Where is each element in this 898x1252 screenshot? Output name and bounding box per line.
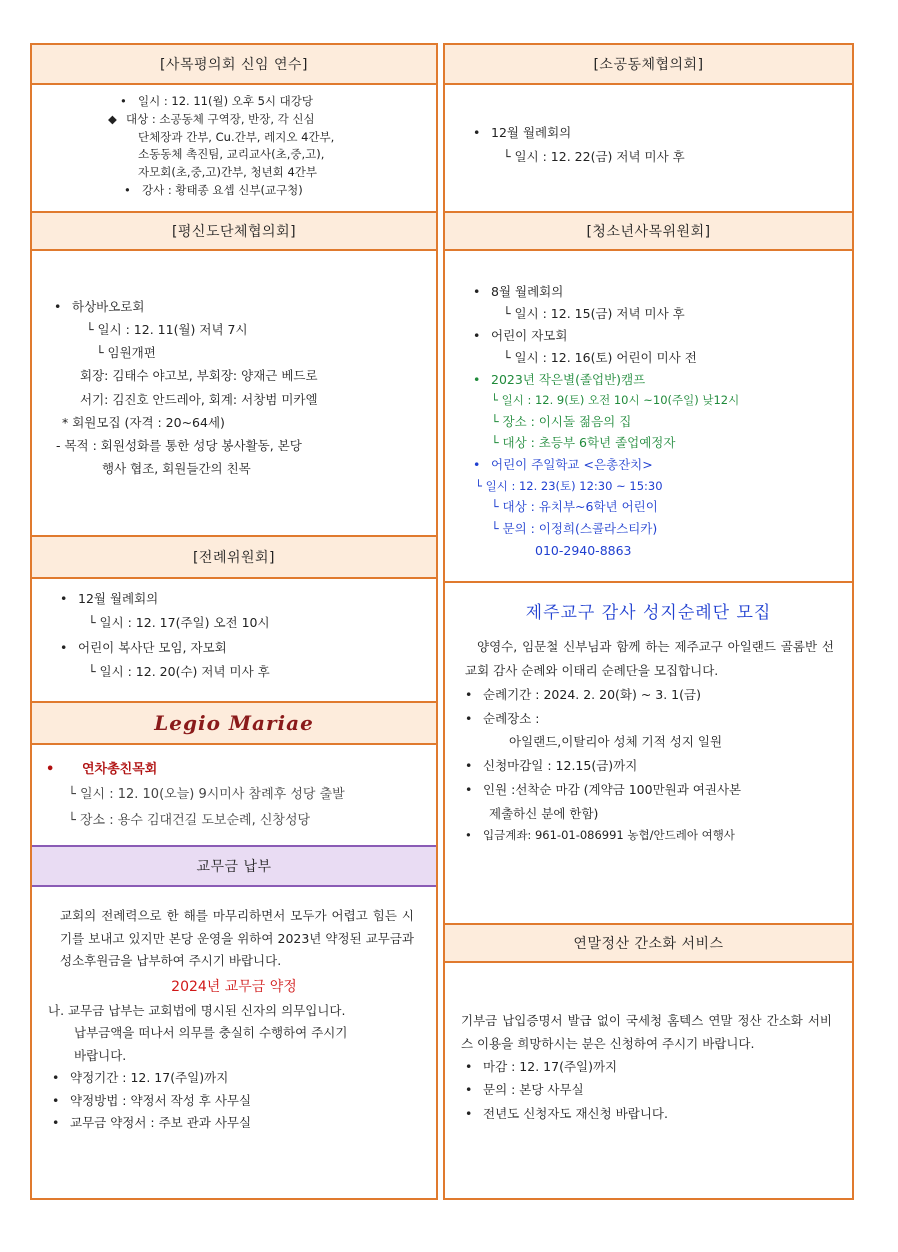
- bullet-icon: •: [473, 457, 481, 473]
- text-line: └ 일시 : 12. 11(월) 저녁 7시: [86, 322, 248, 338]
- bullet-icon: •: [60, 591, 68, 606]
- text-line: └ 장소 : 이시돌 젊음의 집: [491, 413, 632, 429]
- text-line: 입금계좌: 961-01-086991 농협/안드레아 여행사: [483, 828, 735, 843]
- text-line: 아일랜드,이탈리아 성체 기적 성지 일원: [509, 734, 723, 750]
- paragraph: 교회의 전례력으로 한 해를 마무리하면서 모두가 어렵고 힘든 시기를 보내고 있지만 본당 운영을 위하여 2023년 약정된 교무금과 성소후원금을 납부하여 주시기 바랍니다.: [60, 908, 414, 968]
- diamond-bullet-icon: ◆: [108, 111, 117, 126]
- text-line: 나. 교무금 납부는 교회법에 명시된 신자의 의무입니다.: [48, 1002, 346, 1018]
- subheading: 2024년 교무금 약정: [171, 978, 297, 995]
- text-line: 12월 월례회의: [78, 591, 159, 606]
- text-line: └ 문의 : 이정희(스콜라스티카): [491, 521, 658, 537]
- section-title-church-dues: 교무금 납부: [32, 845, 436, 887]
- text-line: 8월 월례회의: [491, 284, 564, 299]
- section-title-pastoral-council: [사목평의회 신임 연수]: [32, 45, 436, 85]
- text-line: 회장: 김태수 야고보, 부회장: 양재근 베드로: [80, 368, 318, 384]
- text-line: 단체장과 간부, Cu.간부, 레지오 4간부,: [138, 129, 335, 144]
- bullet-icon: •: [465, 1105, 473, 1121]
- text-line: 제출하신 분에 한함): [489, 805, 599, 821]
- text-line: * 회원모집 (자격 : 20~64세): [62, 414, 225, 430]
- bullet-icon: •: [120, 94, 127, 108]
- section-title-tax-service: 연말정산 간소화 서비스: [445, 923, 852, 963]
- section-title-legio-mariae: Legio Mariae: [32, 701, 436, 745]
- text-line: └ 대상 : 초등부 6학년 졸업예정자: [491, 435, 676, 451]
- text-line: 문의 : 본당 사무실: [483, 1082, 584, 1098]
- bullet-icon: •: [465, 686, 473, 702]
- text-line: 약정방법 : 약정서 작성 후 사무실: [70, 1092, 252, 1108]
- section-title-youth: [청소년사목위원회]: [445, 211, 852, 251]
- text-line: └ 일시 : 12. 20(수) 저녁 미사 후: [88, 664, 270, 680]
- text-line: 납부금액을 떠나서 의무를 충실히 수행하여 주시기: [74, 1025, 348, 1041]
- text-line: 전년도 신청자도 재신청 바랍니다.: [483, 1105, 668, 1121]
- text-line: └ 장소 : 용수 김대건길 도보순례, 신창성당: [68, 812, 311, 828]
- text-line: 신청마감일 : 12.15(금)까지: [483, 758, 638, 774]
- section-tax-service: [445, 963, 852, 1125]
- text-line: 소동동체 촉진팀, 교리교사(초,중,고),: [138, 147, 325, 162]
- text-line: └ 대상 : 유치부~6학년 어린이: [491, 499, 658, 515]
- text-line: 어린이 주일학교 <은총잔치>: [491, 457, 653, 473]
- text-line: 약정기간 : 12. 17(주일)까지: [70, 1070, 229, 1086]
- text-line: 2023년 작은별(졸업반)캠프: [491, 371, 646, 387]
- text-line: 어린이 복사단 모임, 자모회: [78, 639, 227, 655]
- section-title-liturgy: [전례위원회]: [32, 535, 436, 579]
- text-line: └ 일시 : 12. 17(주일) 오전 10시: [88, 615, 270, 631]
- bullet-icon: •: [52, 1115, 60, 1131]
- text-line: 일시 : 12. 11(월) 오후 5시 대강당: [138, 94, 313, 108]
- bullet-icon: •: [52, 1092, 60, 1108]
- bullet-icon: •: [465, 1059, 473, 1075]
- text-line: 강사 : 황태종 요셉 신부(교구청): [142, 183, 303, 198]
- section-small-community: [445, 85, 852, 211]
- section-lay-council: [32, 251, 436, 535]
- paragraph: 양영수, 임문철 신부님과 함께 하는 제주교구 아일랜드 골롬반 선교회 감사 순례와 이태리 순례단을 모집합니다.: [465, 639, 834, 679]
- text-line: └ 일시 : 12. 22(금) 저녁 미사 후: [503, 149, 685, 165]
- text-line: 행사 협조, 회원들간의 친목: [102, 460, 251, 476]
- text-line: └ 일시 : 12. 16(토) 어린이 미사 전: [503, 349, 697, 365]
- bullet-icon: •: [54, 299, 62, 314]
- section-pilgrimage: [445, 583, 852, 923]
- pilgrimage-title: 제주교구 감사 성지순례단 모집: [525, 603, 772, 623]
- text-line: 하상바오로회: [72, 299, 145, 314]
- bullet-icon: •: [60, 639, 68, 655]
- section-title-small-community: [소공동체협의회]: [445, 45, 852, 85]
- bullet-icon: •: [473, 125, 481, 140]
- right-column: [443, 43, 854, 1200]
- section-title-lay-council: [평신도단체협의회]: [32, 211, 436, 251]
- bullet-icon: •: [473, 284, 481, 299]
- bullet-icon: •: [124, 183, 131, 198]
- text-line: 어린이 자모회: [491, 327, 568, 343]
- bullet-icon: •: [465, 710, 473, 726]
- bullet-icon: •: [473, 371, 481, 387]
- text-line: └ 임원개편: [96, 345, 156, 361]
- text-line: 바랍니다.: [74, 1047, 127, 1063]
- bullet-icon: •: [473, 327, 481, 343]
- text-line: 연차총친목회: [82, 762, 158, 777]
- paragraph: 기부금 납입증명서 발급 없이 국세청 홈텍스 연말 정산 간소화 서비스 이용을 희망하시는 분은 신청하여 주시기 바랍니다.: [461, 1013, 832, 1052]
- section-pastoral-council: [32, 85, 436, 211]
- text-line: 마감 : 12. 17(주일)까지: [483, 1059, 618, 1075]
- bullet-icon: •: [52, 1070, 60, 1086]
- section-church-dues: [32, 887, 436, 1135]
- bullet-icon: •: [465, 828, 472, 843]
- text-line: - 목적 : 회원성화를 통한 성당 봉사활동, 본당: [56, 437, 302, 453]
- text-line: 010-2940-8863: [535, 543, 632, 558]
- text-line: └ 일시 : 12. 10(오늘) 9시미사 참례후 성당 출발: [68, 787, 345, 803]
- section-liturgy: [32, 579, 436, 701]
- section-youth: [445, 251, 852, 581]
- bullet-icon: •: [465, 1082, 473, 1098]
- text-line: 자모회(초,중,고)간부, 청년회 4간부: [138, 165, 317, 180]
- text-line: 순례장소 :: [483, 710, 540, 726]
- bullet-icon: •: [46, 762, 55, 777]
- section-legio-mariae: [32, 745, 436, 845]
- bullet-icon: •: [465, 781, 473, 797]
- bullet-icon: •: [465, 758, 473, 774]
- text-line: └ 일시 : 12. 23(토) 12:30 ~ 15:30: [475, 479, 663, 494]
- text-line: └ 일시 : 12. 9(토) 오전 10시 ~10(주일) 낮12시: [491, 393, 740, 408]
- text-line: 대상 : 소공동체 구역장, 반장, 각 신심: [126, 111, 315, 126]
- text-line: 12월 월례회의: [491, 125, 572, 140]
- text-line: └ 일시 : 12. 15(금) 저녁 미사 후: [503, 305, 685, 321]
- left-column: [30, 43, 438, 1200]
- text-line: 서기: 김진호 안드레아, 회계: 서창범 미카엘: [80, 391, 318, 407]
- text-line: 교무금 약정서 : 주보 관과 사무실: [70, 1115, 252, 1131]
- text-line: 순례기간 : 2024. 2. 20(화) ~ 3. 1(금): [483, 686, 701, 702]
- text-line: 인원 :선착순 마감 (계약금 100만원과 여권사본: [483, 781, 742, 797]
